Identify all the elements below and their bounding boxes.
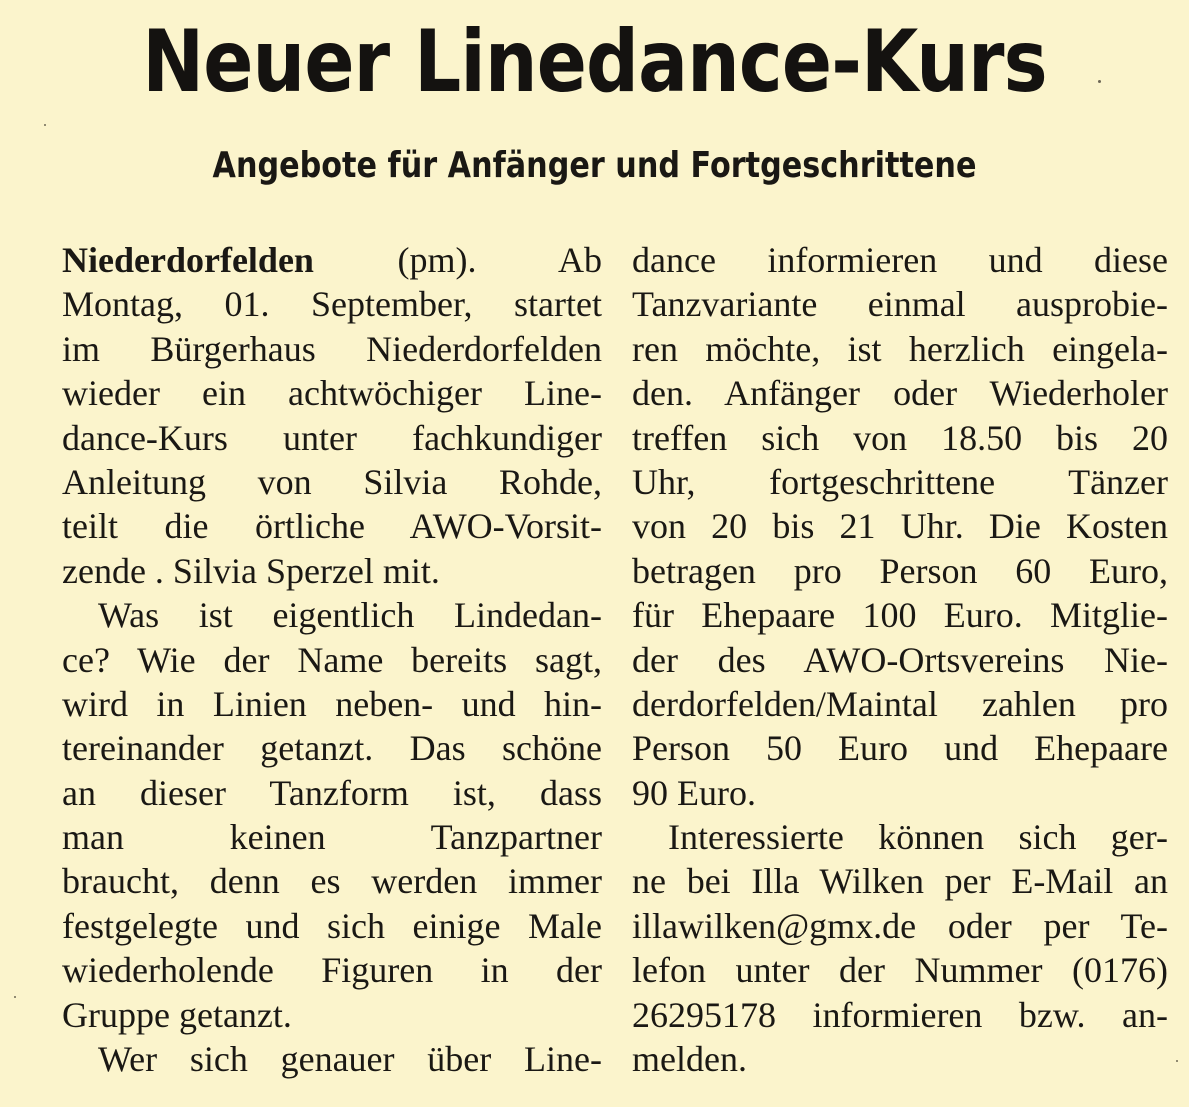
text-line: für Ehepaare 100 Euro. Mitglie- <box>632 595 1168 636</box>
text-line: zende . Silvia Sperzel mit. <box>62 550 440 591</box>
text-line: ce? Wie der Name bereits sagt, <box>62 639 602 680</box>
text-line: man keinen Tanzpartner <box>62 817 602 858</box>
text-line-fragment: (pm). Ab <box>313 240 602 280</box>
text-line: von 20 bis 21 Uhr. Die Kosten <box>632 506 1168 547</box>
text-line: melden. <box>632 1039 747 1080</box>
text-line: Uhr, fortgeschrittene Tänzer <box>632 461 1168 502</box>
text-line: ne bei Illa Wilken per E-Mail an <box>632 861 1168 902</box>
text-line: an dieser Tanzform ist, dass <box>62 772 602 813</box>
text-line: 26295178 informieren bzw. an- <box>632 994 1168 1035</box>
text-line: den. Anfänger oder Wiederholer <box>632 373 1168 414</box>
text-line: Anleitung von Silvia Rohde, <box>62 461 602 502</box>
text-line: dance-Kurs unter fachkundiger <box>62 417 602 458</box>
subheadline: Angebote für Anfänger und Fortgeschrittene <box>212 145 977 186</box>
text-line: Person 50 Euro und Ehepaare <box>632 728 1168 769</box>
text-line: im Bürgerhaus Niederdorfelden <box>62 328 602 369</box>
text-line: der des AWO-Ortsvereins Nie- <box>632 639 1168 680</box>
text-line: wieder ein achtwöchiger Line- <box>62 373 602 414</box>
print-speck <box>1176 1060 1178 1062</box>
right-column <box>632 238 1168 1081</box>
text-line: Montag, 01. September, startet <box>62 284 602 325</box>
left-column <box>62 238 602 1081</box>
print-speck <box>1098 80 1101 83</box>
text-line: teilt die örtliche AWO-Vorsit- <box>62 506 602 547</box>
text-line: derdorfelden/Maintal zahlen pro <box>632 683 1168 724</box>
text-line: Interessierte können sich ger- <box>668 817 1168 858</box>
text-line: treffen sich von 18.50 bis 20 <box>632 417 1168 458</box>
text-line: illawilken@gmx.de oder per Te- <box>632 905 1168 946</box>
print-speck <box>14 996 16 998</box>
text-line: Tanzvariante einmal ausprobie- <box>632 284 1168 325</box>
text-line <box>62 238 602 282</box>
text-line: Gruppe getanzt. <box>62 994 292 1035</box>
text-line: ren möchte, ist herzlich eingela- <box>632 328 1168 369</box>
text-line: Was ist eigentlich Lindedan- <box>98 595 602 636</box>
text-line: Wer sich genauer über Line- <box>98 1039 602 1080</box>
dateline: Niederdorfelden <box>62 240 314 280</box>
text-line: tereinander getanzt. Das schöne <box>62 728 602 769</box>
text-line: braucht, denn es werden immer <box>62 861 602 902</box>
text-line: wiederholende Figuren in der <box>62 950 602 991</box>
headline: Neuer Linedance-Kurs <box>142 12 1047 112</box>
text-line: dance informieren und diese <box>632 240 1168 280</box>
print-speck <box>44 124 46 126</box>
text-line: lefon unter der Nummer (0176) <box>632 950 1168 991</box>
text-line: festgelegte und sich einige Male <box>62 905 602 946</box>
text-line: 90 Euro. <box>632 772 756 813</box>
text-line: wird in Linien neben- und hin- <box>62 683 602 724</box>
text-line: betragen pro Person 60 Euro, <box>632 550 1168 591</box>
